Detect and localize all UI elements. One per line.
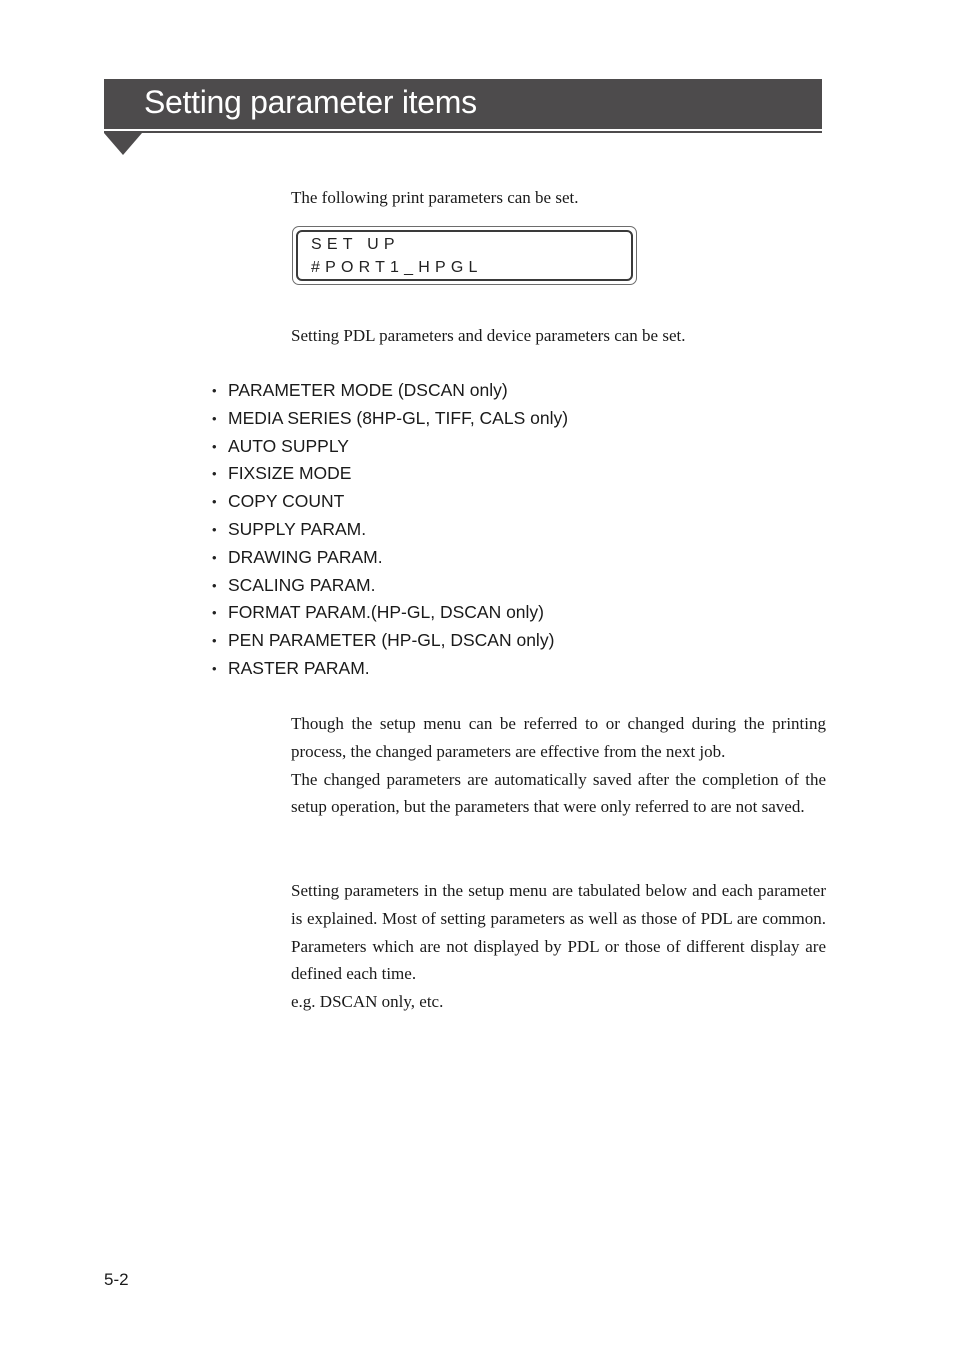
list-item [212,488,568,516]
list-item [212,572,568,600]
page-title: Setting parameter items [144,84,477,120]
list-item [212,655,568,683]
bullet-icon: • [212,660,217,676]
lcd-display-screen [296,230,633,281]
bullet-icon: • [212,438,217,454]
bullet-icon: • [212,494,217,510]
parameter-label: AUTO SUPPLY [228,435,349,456]
parameter-label: FORMAT PARAM.(HP-GL, DSCAN only) [228,602,545,623]
section-title-bar [104,79,822,129]
note-paragraph-1: Though the setup menu can be referred to or changed during the printing process, the changed parameters are effective from the next job. [291,714,826,761]
bullet-icon: • [212,521,217,537]
parameter-label: PARAMETER MODE (DSCAN only) [228,380,508,400]
title-corner-triangle [104,133,142,155]
lcd-line-2: #PORT1_HPGL [311,259,483,276]
bullet-icon: • [212,605,217,621]
list-item [212,544,568,572]
bullet-icon: • [212,410,217,426]
list-item [212,516,568,544]
list-item [212,460,568,488]
lead-text: Setting PDL parameters and device parameters can be set. [291,326,686,345]
note-paragraph-2: The changed parameters are automatically saved after the completion of the setup operation, but the parameters that were only referred to are not saved. [291,769,826,817]
parameter-label: DRAWING PARAM. [228,546,383,567]
parameter-label: PEN PARAMETER (HP-GL, DSCAN only) [228,630,555,651]
bullet-icon: • [212,466,217,482]
parameter-label: SUPPLY PARAM. [228,518,367,539]
bullet-icon: • [212,633,217,649]
list-item [212,599,568,627]
parameter-label: SCALING PARAM. [228,574,376,595]
list-item [212,377,568,405]
bullet-icon: • [212,383,217,398]
note-block [291,710,826,821]
list-item [212,433,568,461]
title-underline [104,131,822,133]
explanation-paragraph-2: e.g. DSCAN only, etc. [291,992,444,1012]
parameter-list [212,377,568,683]
explanation-paragraph-1: Setting parameters in the setup menu are tabulated below and each parameter is explained. Most of setting parameters as well as those of PDL are common. Parameters which are not displayed by PDL or those of different display are defined each time. [291,881,826,984]
list-item [212,405,568,433]
lcd-line-1: SET UP [311,236,400,253]
list-item [212,627,568,655]
page-number: 5-2 [104,1270,129,1289]
explanation-block [291,877,826,1016]
parameter-label: RASTER PARAM. [228,657,370,678]
bullet-icon: • [212,577,217,593]
parameter-label: MEDIA SERIES (8HP-GL, TIFF, CALS only) [228,407,569,428]
parameter-label: COPY COUNT [228,491,345,512]
bullet-icon: • [212,549,217,565]
intro-text: The following print parameters can be set. [291,188,579,207]
lcd-display [292,226,637,285]
parameter-label: FIXSIZE MODE [228,463,352,484]
